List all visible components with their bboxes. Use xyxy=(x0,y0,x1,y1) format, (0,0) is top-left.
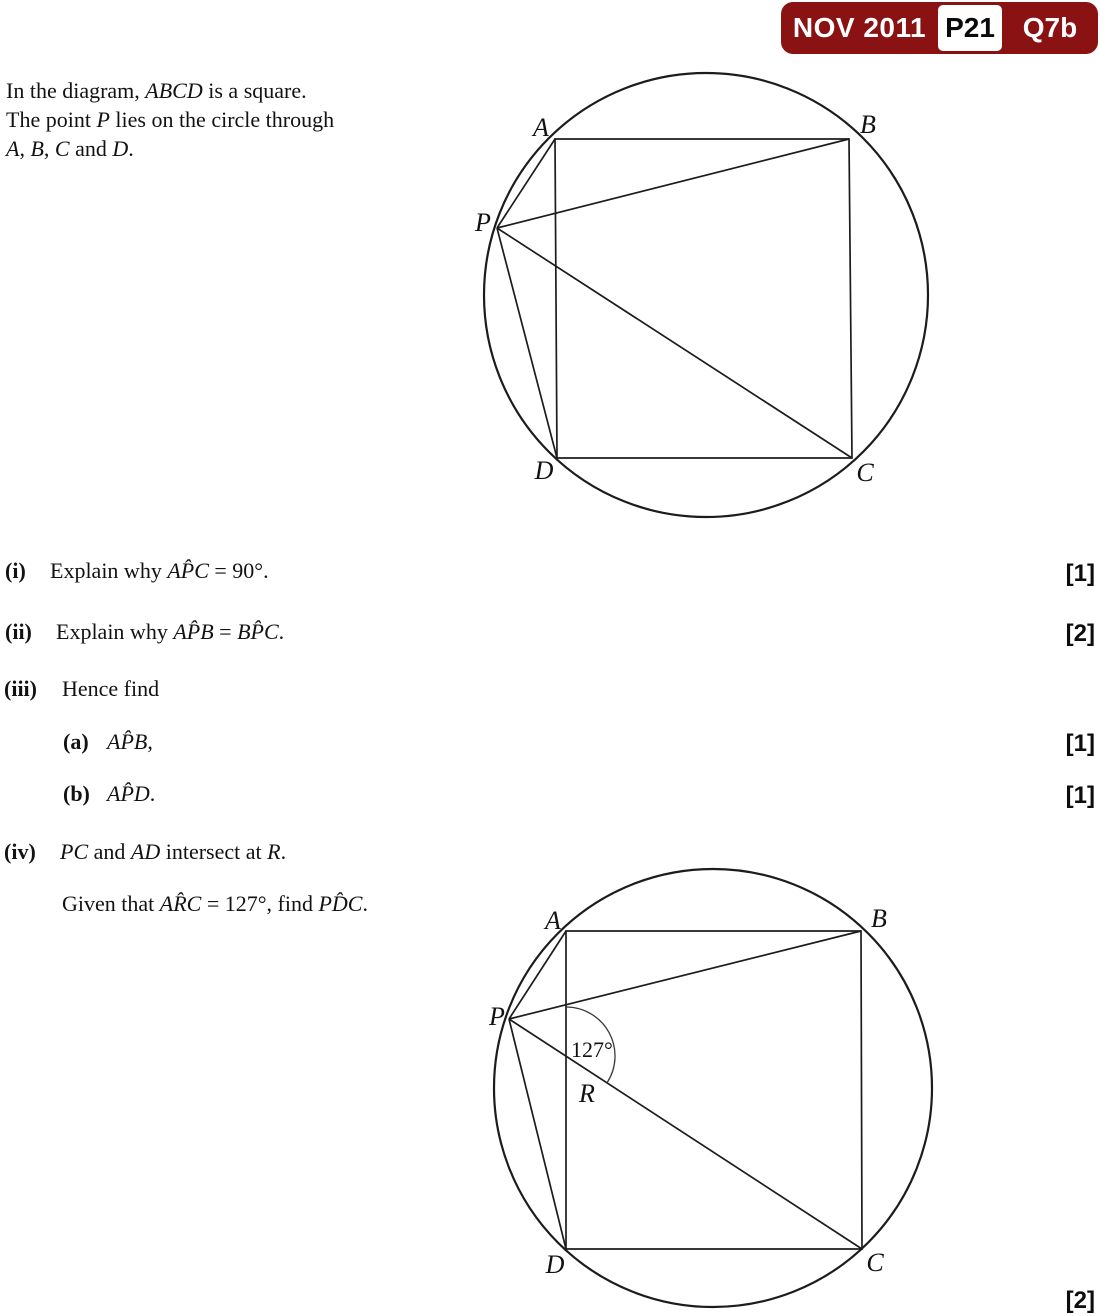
mark-question-iii-a: [1] xyxy=(1065,730,1095,757)
mark-question-ii: [2] xyxy=(1065,620,1095,647)
svg-text:A: A xyxy=(533,113,549,142)
question-ii xyxy=(5,619,284,645)
question-ii-number: (ii) xyxy=(5,619,32,644)
svg-text:127°: 127° xyxy=(571,1037,613,1062)
question-iii-text: Hence find xyxy=(62,676,160,701)
svg-text:P: P xyxy=(475,208,491,237)
question-i-number: (i) xyxy=(5,558,26,583)
question-iii-a-text: AP̂B, xyxy=(107,729,153,754)
question-iii-number: (iii) xyxy=(4,676,37,701)
svg-text:D: D xyxy=(545,1250,565,1279)
mark-question-i: [1] xyxy=(1065,560,1095,587)
svg-text:D: D xyxy=(534,456,554,485)
svg-text:C: C xyxy=(866,1248,884,1277)
question-iii-b-number: (b) xyxy=(63,781,90,806)
badge-paper-label: P21 xyxy=(938,5,1002,51)
circle-square-diagram xyxy=(460,60,950,530)
intro-text: In the diagram, ABCD is a square. The point P lies on the circle through A, B, C and D. xyxy=(6,78,335,161)
question-i-text: Explain why AP̂C = 90°. xyxy=(50,558,269,583)
svg-text:A: A xyxy=(545,906,561,935)
badge-session-label: NOV 2011 xyxy=(792,12,927,43)
question-iii-b xyxy=(63,781,155,807)
question-iv-given-text: Given that AR̂C = 127°, find PD̂C. xyxy=(62,891,368,916)
question-reference-badge xyxy=(781,2,1098,54)
question-i xyxy=(5,558,269,584)
mark-question-iii-b: [1] xyxy=(1065,782,1095,809)
question-iii-a-number: (a) xyxy=(63,729,89,754)
svg-text:P: P xyxy=(489,1002,505,1031)
svg-text:B: B xyxy=(860,110,876,139)
question-iii xyxy=(4,676,159,702)
question-iv-text: PC and AD intersect at R. xyxy=(60,839,287,864)
circle-square-diagram-with-angle xyxy=(460,855,960,1316)
svg-text:R: R xyxy=(579,1079,595,1108)
question-ii-text: Explain why AP̂B = BP̂C. xyxy=(56,619,285,644)
question-iii-a xyxy=(63,729,153,755)
question-iv-given xyxy=(62,891,368,917)
badge-question-label: Q7b xyxy=(1022,12,1078,43)
question-iii-b-text: AP̂D. xyxy=(107,781,156,806)
question-iv-number: (iv) xyxy=(4,839,36,864)
svg-text:B: B xyxy=(871,904,887,933)
mark-question-iv: [2] xyxy=(1065,1287,1095,1314)
svg-text:C: C xyxy=(856,458,874,487)
question-iv xyxy=(4,839,286,865)
